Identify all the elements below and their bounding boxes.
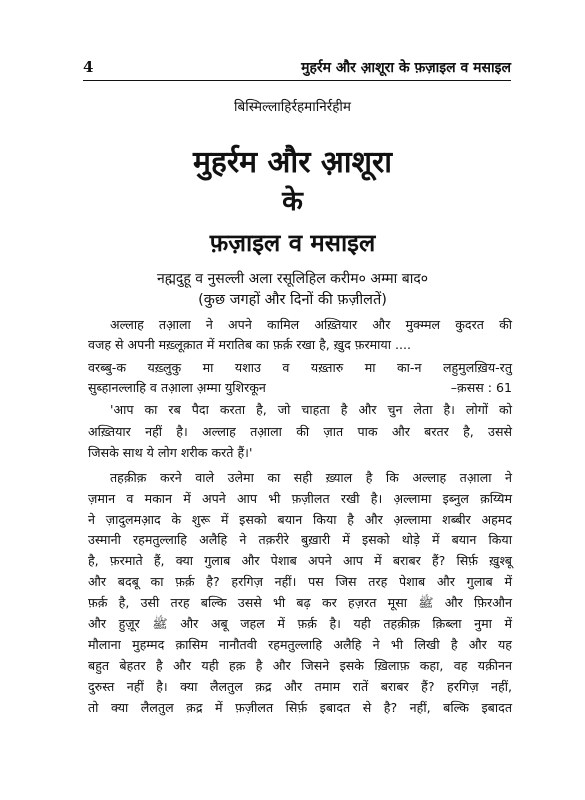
paragraph-line: तो क्या लैलतुल क़द्र में फ़ज़ीलत सिर्फ़ इबादत से है? नहीं, बल्कि इबादत [88,700,512,715]
verse-line: वरब्बु-क यख़्लुकु मा यशाउ व यख़्तारु मा का-न लहुमुलख़िय-रतु [88,360,512,375]
opening-praise: नह्मदुहू व नुसल्ली अला रसूलिहिल करीम० अम्मा बाद० [156,271,429,287]
verse-line: सुब्हानल्लाहि व तआ़ला अ़म्मा युशिरकून [88,380,266,395]
paragraph-line: और हुज़ूर ﷺ और अबू जहल में फ़र्क़ है। यही तहक़ीक़ क़िब्ला नुमा में [88,616,512,631]
translation-line: जिसके साथ ये लोग शरीक करते हैं।' [88,445,253,460]
verse-reference: –क़सस : 61 [450,380,512,395]
running-title: मुहर्रम और आ़शूरा के फ़ज़ाइल व मसाइल [301,60,511,76]
paragraph-line: बहुत बेहतर है और यही हक़ है और जिसने इसके ख़िलाफ़ कहा, वह यक़ीनन [88,658,512,673]
paragraph-line: वजह से अपनी मख़्लूक़ात में मरातिब का फ़र्क़ रखा है, ख़ुद फ़रमाया .... [88,337,412,352]
title-line-1: मुहर्रम और आ़शूरा [192,145,393,180]
subtitle: (कुछ जगहों और दिनों की फ़ज़ीलतें) [198,292,387,308]
title-line-3: फ़ज़ाइल व मसाइल [209,229,376,257]
paragraph-line: ज़मान व मकान में अपने आप भी फ़ज़ीलत रखी है। अ़ल्लामा इब्नुल क़य्यिम [88,491,512,506]
paragraph-line: है, फ़रमाते हैं, क्या गुलाब और पेशाब अपने आप में बराबर हैं? सिर्फ़ ख़ुश्बू [88,553,512,568]
paragraph-line: अल्लाह तआ़ला ने अपने कामिल अख़्तियार और मुक्म्मल कुदरत की [110,317,512,332]
paragraph-line: दुरुस्त नहीं है। क्या लैलतुल क़द्र और तमाम रातें बराबर हैं? हरगिज़ नहीं, [88,679,512,694]
title-line-2: के [282,186,303,217]
paragraph-line: उस्मानी रहमतुल्लाहि अलैहि ने तक़रीरे बुख़ारी में इसको थोड़े में बयान किया [88,532,512,547]
paragraph-line: और बदबू का फ़र्क़ है? हरगिज़ नहीं। पस जिस तरह पेशाब और गुलाब में [88,574,512,589]
translation-line: 'आप का रब पैदा करता है, जो चाहता है और चुन लेता है। लोगों को [110,402,512,417]
translation-line: अख़्तियार नहीं है। अल्लाह तआ़ला की ज़ात पाक और बरतर है, उससे [88,424,512,439]
running-header [83,58,511,81]
paragraph-line: मौलाना मुहम्मद क़ासिम नानौतवी रहमतुल्लाहि अलैहि ने भी लिखी है और यह [88,637,512,652]
page-number: 4 [83,58,94,76]
paragraph-line: फ़र्क़ है, उसी तरह बल्कि उससे भी बढ़ कर हज़रत मूसा ﷺ और फ़िरऔन [88,595,512,610]
paragraph-line: ने ज़ादुलमआ़द के शुरू में इसको बयान किया है और अ़ल्लामा शब्बीर अहमद [88,512,512,527]
bismillah: बिस्मिल्लाहिर्रहमानिर्रहीम [234,99,351,115]
paragraph-line: तहक़ीक़ करने वाले उलेमा का सही ख़्याल है कि अल्लाह तआ़ला ने [110,470,512,485]
